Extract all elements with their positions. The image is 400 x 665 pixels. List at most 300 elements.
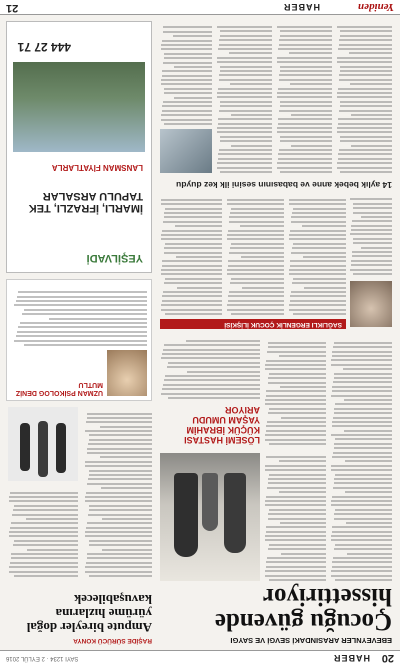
text-line — [164, 379, 260, 381]
text-line — [227, 273, 284, 275]
text-line — [269, 509, 326, 511]
text-line — [265, 539, 326, 541]
text-line — [265, 504, 326, 506]
text-line — [347, 553, 392, 555]
text-line — [164, 53, 212, 55]
bottom-text-2 — [276, 23, 332, 173]
text-line — [161, 238, 222, 240]
text-line — [217, 26, 272, 28]
text-line — [269, 443, 326, 445]
text-line — [265, 469, 326, 471]
box-story-headline: LÖSEMİ HASTASI KÜÇÜK İBRAHİM YAŞAM UMUDU ARIYOR — [184, 405, 260, 445]
text-line — [334, 482, 392, 484]
text-line — [22, 313, 147, 315]
text-line — [290, 300, 346, 302]
text-line — [13, 544, 78, 546]
text-line — [227, 238, 284, 240]
text-line — [337, 127, 392, 129]
text-line — [228, 260, 284, 262]
expert-box — [6, 279, 152, 401]
text-line — [164, 123, 212, 125]
caption-bar — [160, 319, 346, 329]
text-line — [265, 570, 326, 572]
text-line — [339, 74, 392, 76]
text-line — [335, 509, 392, 511]
text-line — [228, 230, 284, 232]
text-line — [265, 368, 326, 370]
text-line — [220, 105, 272, 107]
box-story — [160, 405, 260, 445]
text-line — [332, 425, 392, 427]
side-headline: Ampute bireyler doğal yürüme hızlarına kavuşabilecek — [26, 592, 152, 635]
text-line — [217, 92, 272, 94]
text-line — [217, 57, 272, 59]
text-line — [289, 309, 346, 311]
text-line — [331, 469, 392, 471]
text-line — [161, 79, 212, 81]
text-line — [219, 44, 272, 46]
text-line — [335, 439, 392, 441]
text-line — [187, 371, 260, 373]
text-line — [353, 212, 392, 214]
text-line — [266, 566, 326, 568]
text-line — [335, 403, 392, 405]
text-line — [17, 296, 147, 298]
text-line — [229, 252, 284, 254]
text-line — [335, 474, 392, 476]
text-line — [220, 66, 272, 68]
text-line — [289, 304, 346, 306]
text-line — [332, 456, 392, 458]
lower-text-column-2 — [226, 195, 284, 315]
text-line — [165, 278, 222, 280]
lower-text-column-3 — [160, 195, 222, 315]
text-line — [100, 456, 152, 458]
text-line — [333, 557, 392, 559]
text-line — [231, 278, 284, 280]
text-line — [265, 364, 326, 366]
text-line — [340, 70, 392, 72]
text-line — [331, 539, 392, 541]
text-line — [269, 544, 326, 546]
text-line — [338, 158, 392, 160]
text-line — [220, 70, 272, 72]
text-line — [102, 518, 152, 520]
text-line — [161, 203, 222, 205]
text-line — [334, 548, 392, 550]
text-line — [163, 221, 222, 223]
text-line — [268, 377, 326, 379]
text-line — [14, 505, 78, 507]
text-line — [12, 514, 78, 516]
text-line — [177, 287, 222, 289]
text-line — [163, 101, 212, 103]
text-line — [88, 478, 152, 480]
text-line — [280, 66, 332, 68]
text-line — [85, 531, 152, 533]
text-line — [340, 105, 392, 107]
text-line — [280, 35, 332, 37]
page-footer — [0, 0, 400, 15]
text-line — [218, 48, 272, 50]
text-line — [163, 291, 222, 293]
text-line — [350, 233, 392, 235]
text-line — [333, 346, 392, 348]
text-line — [165, 375, 260, 377]
bottom-story — [160, 180, 392, 189]
text-line — [162, 300, 222, 302]
text-line — [161, 119, 212, 121]
text-line — [280, 105, 332, 107]
text-line — [220, 140, 272, 142]
text-line — [291, 221, 346, 223]
text-line — [268, 513, 326, 515]
text-line — [289, 238, 346, 240]
text-line — [11, 557, 78, 559]
text-line — [217, 167, 272, 169]
text-line — [164, 252, 222, 254]
text-line — [218, 118, 272, 120]
text-line — [26, 518, 78, 520]
text-line — [280, 70, 332, 72]
side-story — [8, 592, 152, 645]
section-label: HABER — [332, 653, 370, 663]
text-line — [176, 256, 222, 258]
text-line — [337, 61, 392, 63]
text-line — [268, 382, 326, 384]
text-line — [89, 505, 152, 507]
text-line — [229, 216, 284, 218]
text-line — [304, 287, 346, 289]
text-line — [334, 447, 392, 449]
text-line — [242, 287, 284, 289]
text-line — [87, 413, 152, 415]
text-line — [291, 114, 332, 116]
text-line — [268, 548, 326, 550]
text-line — [268, 478, 326, 480]
text-line — [174, 97, 212, 99]
text-line — [334, 513, 392, 515]
text-line — [351, 229, 392, 231]
text-line — [334, 518, 392, 520]
text-line — [219, 74, 272, 76]
text-line — [266, 395, 326, 397]
text-line — [266, 456, 326, 458]
main-story — [160, 584, 392, 645]
text-line — [265, 465, 326, 467]
text-line — [161, 234, 222, 236]
text-line — [333, 417, 392, 419]
text-line — [218, 88, 272, 90]
text-line — [334, 412, 392, 414]
text-line — [227, 309, 284, 311]
text-line — [279, 460, 326, 462]
text-line — [353, 203, 392, 205]
text-line — [162, 70, 212, 72]
text-line — [344, 399, 392, 401]
text-line — [337, 131, 392, 133]
text-line — [333, 487, 392, 489]
text-line — [167, 366, 260, 368]
text-line — [173, 35, 212, 37]
text-line — [266, 430, 326, 432]
text-line — [265, 535, 326, 537]
text-line — [229, 52, 272, 54]
text-line — [163, 31, 212, 33]
text-line — [267, 487, 326, 489]
text-line — [161, 357, 260, 359]
text-line — [331, 364, 392, 366]
text-line — [161, 199, 222, 201]
text-line — [18, 291, 147, 293]
text-line — [17, 331, 147, 333]
text-line — [350, 83, 392, 85]
text-line — [101, 487, 152, 489]
ad-title: İMARLI, İFRAZLI, TEK TAPULU ARSALAR — [28, 190, 143, 214]
text-line — [89, 439, 152, 441]
text-line — [24, 309, 147, 311]
text-line — [303, 256, 346, 258]
text-line — [228, 300, 284, 302]
text-line — [352, 220, 392, 222]
text-line — [290, 265, 346, 267]
text-line — [231, 243, 284, 245]
main-text-column-3 — [264, 335, 326, 445]
text-line — [162, 75, 212, 77]
text-line — [87, 557, 152, 559]
text-line — [231, 208, 284, 210]
newspaper-logo: Yeniden — [357, 1, 394, 13]
text-line — [351, 260, 392, 262]
side-kicker: RAŞİDE SÜRÜCÜ KONYA — [73, 637, 152, 644]
text-line — [24, 344, 147, 346]
text-line — [277, 131, 332, 133]
text-line — [331, 535, 392, 537]
text-line — [86, 492, 152, 494]
text-line — [85, 430, 152, 432]
text-line — [87, 483, 152, 485]
text-line — [351, 264, 392, 266]
text-line — [87, 452, 152, 454]
text-line — [168, 362, 260, 364]
text-line — [339, 149, 392, 151]
text-line — [164, 282, 222, 284]
text-line — [335, 579, 392, 581]
text-line — [227, 203, 284, 205]
text-line — [340, 35, 392, 37]
text-line — [332, 421, 392, 423]
text-line — [161, 44, 212, 46]
text-line — [163, 62, 212, 64]
text-line — [267, 421, 326, 423]
text-line — [162, 110, 212, 112]
text-line — [269, 408, 326, 410]
text-line — [227, 234, 284, 236]
text-line — [337, 162, 392, 164]
expert-photo — [107, 350, 147, 396]
text-line — [280, 355, 327, 357]
text-line — [281, 553, 326, 555]
text-line — [161, 393, 260, 395]
text-line — [340, 171, 392, 173]
ad-sub: LANSMAN FİYATLARLA — [51, 163, 143, 172]
text-line — [161, 48, 212, 50]
text-line — [219, 110, 272, 112]
text-line — [346, 522, 392, 524]
text-line — [266, 390, 326, 392]
text-line — [334, 443, 392, 445]
side-text-2 — [8, 487, 78, 577]
text-line — [280, 491, 327, 493]
lower-text-column-0 — [350, 195, 392, 275]
text-line — [331, 395, 392, 397]
text-line — [231, 313, 284, 315]
text-line — [229, 291, 284, 293]
text-line — [49, 318, 147, 320]
text-line — [266, 425, 326, 427]
text-line — [162, 388, 260, 390]
text-line — [230, 247, 284, 249]
text-line — [267, 351, 326, 353]
text-line — [280, 101, 332, 103]
text-line — [161, 269, 222, 271]
text-line — [164, 88, 212, 90]
text-line — [332, 526, 392, 528]
text-line — [174, 66, 212, 68]
text-line — [10, 492, 78, 494]
text-line — [89, 575, 152, 577]
text-line — [266, 526, 326, 528]
text-line — [280, 522, 326, 524]
text-line — [230, 282, 284, 284]
text-line — [346, 491, 393, 493]
text-line — [344, 430, 392, 432]
text-line — [277, 92, 332, 94]
text-line — [9, 500, 78, 502]
text-line — [217, 162, 272, 164]
text-line — [163, 26, 212, 28]
text-line — [291, 145, 332, 147]
child-photo — [350, 281, 392, 327]
text-line — [265, 500, 326, 502]
main-kicker: EBEVEYNLER ARASINDAKİ SEVGİ VE SAYGI — [230, 636, 392, 645]
text-line — [293, 313, 346, 315]
text-line — [280, 31, 332, 33]
text-line — [228, 295, 284, 297]
text-line — [351, 114, 392, 116]
text-line — [86, 562, 152, 564]
text-line — [339, 44, 392, 46]
text-line — [278, 153, 332, 155]
text-line — [165, 243, 222, 245]
text-line — [87, 553, 152, 555]
text-line — [290, 230, 346, 232]
text-line — [292, 247, 346, 249]
text-line — [268, 482, 326, 484]
text-line — [164, 92, 212, 94]
text-line — [343, 368, 392, 370]
text-line — [335, 544, 392, 546]
main-headline: Çocuğu güvende hissettiriyor — [214, 583, 392, 635]
text-line — [351, 145, 392, 147]
ad-landscape — [13, 62, 145, 152]
text-line — [162, 40, 212, 42]
text-line — [277, 26, 332, 28]
side-text-1 — [84, 407, 152, 577]
text-line — [334, 342, 392, 344]
text-line — [227, 199, 284, 201]
text-line — [337, 167, 392, 169]
text-line — [85, 465, 152, 467]
text-line — [89, 470, 152, 472]
text-line — [161, 83, 212, 85]
text-line — [161, 309, 222, 311]
text-line — [88, 443, 152, 445]
text-line — [165, 208, 222, 210]
text-line — [87, 522, 152, 524]
text-line — [163, 384, 260, 386]
text-line — [9, 566, 78, 568]
text-line — [331, 504, 392, 506]
text-line — [220, 136, 272, 138]
text-line — [340, 31, 392, 33]
text-line — [338, 118, 392, 120]
text-line — [277, 61, 332, 63]
text-line — [268, 412, 326, 414]
main-text-column-1 — [330, 335, 392, 581]
text-line — [337, 26, 392, 28]
text-line — [265, 439, 326, 441]
text-line — [338, 153, 392, 155]
text-line — [20, 322, 147, 324]
text-line — [217, 127, 272, 129]
text-line — [290, 83, 332, 85]
text-line — [334, 408, 392, 410]
text-line — [277, 162, 332, 164]
text-line — [338, 48, 392, 50]
text-line — [241, 256, 284, 258]
text-line — [277, 167, 332, 169]
text-line — [292, 212, 346, 214]
text-line — [333, 452, 392, 454]
text-line — [332, 390, 392, 392]
text-line — [227, 269, 284, 271]
text-line — [14, 575, 78, 577]
text-line — [352, 255, 392, 257]
ad-brand: YEŞİLVADİ — [86, 252, 143, 264]
text-line — [268, 346, 326, 348]
bottom-text-1 — [336, 23, 392, 173]
text-line — [278, 118, 332, 120]
text-line — [12, 553, 79, 555]
text-line — [331, 434, 392, 436]
text-line — [351, 225, 392, 227]
text-line — [10, 562, 78, 564]
text-line — [231, 145, 272, 147]
text-line — [289, 269, 346, 271]
text-line — [279, 79, 332, 81]
page-header — [0, 650, 400, 665]
text-line — [218, 158, 272, 160]
text-line — [265, 434, 326, 436]
text-line — [269, 579, 326, 581]
text-line — [162, 353, 260, 355]
text-line — [340, 101, 392, 103]
text-line — [280, 386, 326, 388]
text-line — [290, 295, 346, 297]
text-line — [338, 88, 392, 90]
text-line — [337, 96, 392, 98]
